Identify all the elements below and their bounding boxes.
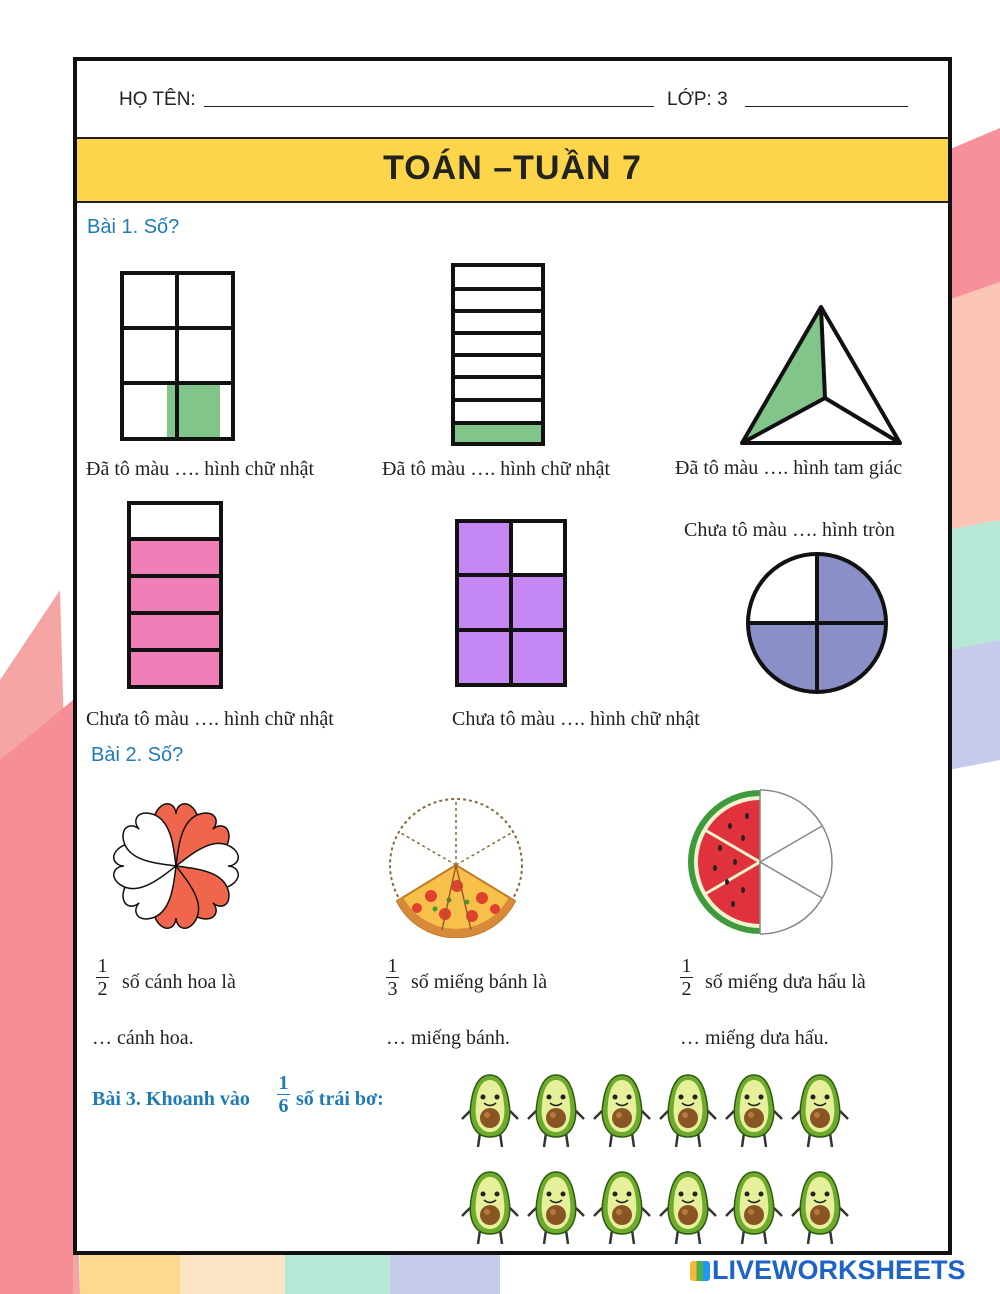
avocado-icon[interactable] <box>790 1168 850 1248</box>
flower-figure <box>101 791 251 941</box>
avocado-grid <box>460 1071 860 1246</box>
fraction-sixth <box>277 1072 290 1117</box>
bai1-caption-3: Đã tô màu …. hình tam giác <box>675 457 903 479</box>
fraction-numerator: 1 <box>681 955 692 977</box>
circle-figure <box>745 551 889 695</box>
fraction-denominator: 2 <box>681 978 692 1000</box>
fraction-denominator: 6 <box>278 1095 289 1117</box>
bai2-text-3: số miếng dưa hấu là <box>705 971 866 993</box>
bai1-caption-6: Chưa tô màu …. hình chữ nhật <box>452 708 700 730</box>
bai1-heading: Bài 1. Số? <box>87 216 180 238</box>
avocado-icon[interactable] <box>460 1168 520 1248</box>
avocado-icon[interactable] <box>724 1071 784 1151</box>
fraction-denominator: 2 <box>97 978 108 1000</box>
avocado-icon[interactable] <box>658 1071 718 1151</box>
brand-logo-icon <box>690 1261 710 1281</box>
brand-logo-text: LIVEWORKSHEETS <box>712 1255 966 1285</box>
watermelon-figure <box>685 786 835 938</box>
avocado-icon[interactable] <box>526 1168 586 1248</box>
avocado-icon[interactable] <box>592 1071 652 1151</box>
rectangle-grid-figure <box>119 269 239 441</box>
class-label: LỚP: 3 <box>667 89 728 110</box>
fraction-numerator: 1 <box>97 955 108 977</box>
bai3-heading-end: số trái bơ: <box>296 1088 384 1110</box>
brand-logo <box>690 1255 966 1286</box>
striped-rectangle-figure <box>449 261 547 447</box>
bai2-text-1: số cánh hoa là <box>122 971 236 993</box>
avocado-icon[interactable] <box>592 1168 652 1248</box>
avocado-icon[interactable] <box>658 1168 718 1248</box>
name-label: HỌ TÊN: <box>119 89 196 110</box>
bai3-heading-start: Bài 3. Khoanh vào <box>92 1088 250 1110</box>
worksheet <box>73 57 952 1255</box>
pizza-figure <box>387 796 527 938</box>
avocado-icon[interactable] <box>724 1168 784 1248</box>
fraction-half-watermelon <box>680 955 693 1000</box>
fraction-denominator: 3 <box>387 978 398 1000</box>
bai1-caption-4: Chưa tô màu …. hình tròn <box>684 519 895 541</box>
bai2-answer-3[interactable]: … miếng dưa hấu. <box>680 1027 829 1049</box>
bai1-caption-5: Chưa tô màu …. hình chữ nhật <box>86 708 334 730</box>
name-input-line[interactable] <box>204 106 654 107</box>
avocado-icon[interactable] <box>460 1071 520 1151</box>
fraction-third-pizza <box>386 955 399 1000</box>
title-bar <box>77 137 948 203</box>
triangle-figure <box>737 303 907 451</box>
class-input-line[interactable] <box>745 106 908 107</box>
purple-grid-figure <box>453 517 569 689</box>
bai2-answer-2[interactable]: … miếng bánh. <box>386 1027 510 1049</box>
fraction-half-petals <box>96 955 109 1000</box>
bai1-caption-2: Đã tô màu …. hình chữ nhật <box>382 458 611 480</box>
bai1-caption-1: Đã tô màu …. hình chữ nhật <box>86 458 315 480</box>
avocado-icon[interactable] <box>790 1071 850 1151</box>
fraction-numerator: 1 <box>387 955 398 977</box>
fraction-numerator: 1 <box>278 1072 289 1094</box>
page-title: TOÁN –TUẦN 7 <box>383 149 642 187</box>
bai2-heading: Bài 2. Số? <box>91 744 184 766</box>
pink-rectangle-figure <box>125 499 225 691</box>
bai2-text-2: số miếng bánh là <box>411 971 548 993</box>
bai2-answer-1[interactable]: … cánh hoa. <box>92 1027 194 1049</box>
avocado-icon[interactable] <box>526 1071 586 1151</box>
